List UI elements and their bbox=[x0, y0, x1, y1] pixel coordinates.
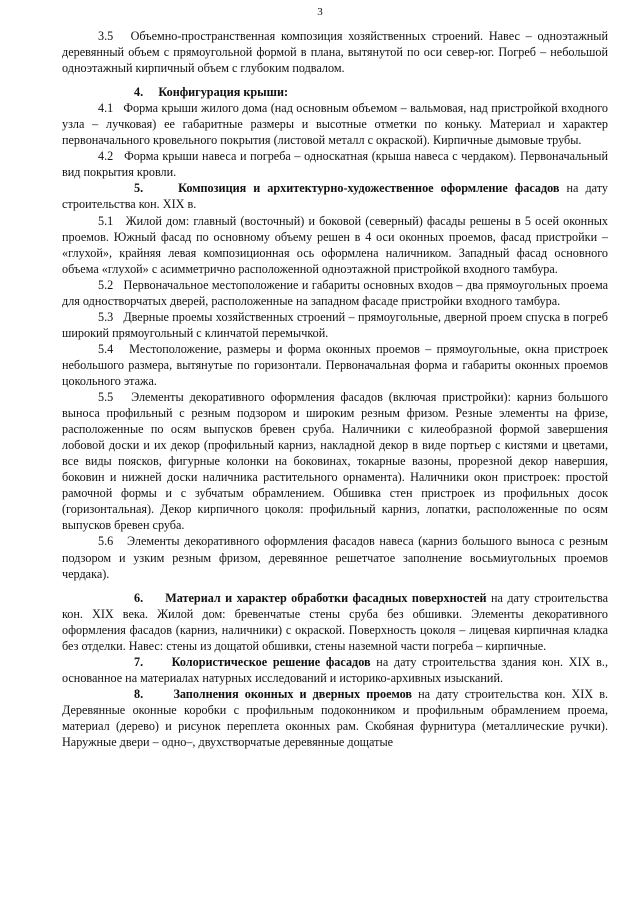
paragraph-number: 5.5 bbox=[98, 390, 114, 405]
paragraph-4-1 bbox=[62, 100, 608, 148]
section-text: на дату строительства кон. XIX в. bbox=[62, 181, 608, 212]
paragraph-number: 5.6 bbox=[98, 534, 114, 549]
section-heading-4 bbox=[62, 84, 608, 100]
paragraph-3-5 bbox=[62, 28, 608, 76]
paragraph-text: Объемно-пространственная композиция хозяйственных строений. Навес – одноэтажный деревянный объем с прямоугольной формой в плана, вытянутой по оси север-юг. Погреб – небольшой одноэтажный кирпичный объем с глубоким подвалом. bbox=[62, 29, 608, 76]
paragraph-text: Дверные проемы хозяйственных строений – прямоугольные, дверной проем спуска в погреб широкий прямоугольный с клинчатой перемычкой. bbox=[62, 309, 609, 340]
section-title: Заполнения оконных и дверных проемов bbox=[173, 686, 413, 701]
section-heading-7 bbox=[62, 654, 608, 686]
paragraph-number: 4.1 bbox=[98, 101, 114, 116]
paragraph-5-2 bbox=[62, 277, 608, 309]
section-number: 8. bbox=[134, 686, 144, 701]
paragraph-text: Элементы декоративного оформления фасадов (включая пристройки): карниз большого выноса профильный с резным подзором и широким резным фризом. Резные элементы на фризе, расположенные по осям выпусков бревен сруба. Наличники с килеобразной формой завершения лобовой доски и их декор (профильный карниз, накладной декор в виде портьер с кистями и цветами, все виды поясков, фигурные колонки на боковинах, токарные вазоны, прорезной декор навершия, боковин и нижней доски наличника растительного орнамента). Наличники окон пристроек: простой рамочной формы и с зубчатым обрамлением. Обшивка стен пристроек из профильных досок (горизонтальная). Декор кирпичного цоколя: профильный карниз, лопатки, расположенные по осям выпусков бревен сруба. bbox=[62, 390, 608, 533]
paragraph-4-2 bbox=[62, 148, 608, 180]
document-body bbox=[62, 28, 608, 750]
paragraph-number: 5.1 bbox=[98, 213, 114, 228]
section-number: 6. bbox=[134, 590, 144, 605]
paragraph-5-4 bbox=[62, 341, 608, 389]
paragraph-text: Жилой дом: главный (восточный) и боковой (северный) фасады решены в 5 осей оконных проемов. Южный фасад по основному объему решен в 4 оси оконных проемов, фасад пристройки – «глухой», крайняя левая композиционная ось оформлена наличником. Западный фасад основного объема «глухой» с асимметрично расположенной одноэтажной пристройкой входного тамбура. bbox=[62, 213, 608, 276]
paragraph-text: Местоположение, размеры и форма оконных проемов – прямоугольные, окна пристроек небольшого размера, вытянутые по горизонтали. Первоначальная форма и габариты оконных проемов цокольного этажа. bbox=[62, 341, 609, 388]
section-text: на дату строительства кон. XIX века. Жилой дом: бревенчатые стены сруба без обшивки. Элементы декоративного оформления фасадов (карниз, наличники) с окраской. Поверхность цоколя – лицевая кирпичная кладка без отделки. Навес: стены из дощатой обшивки, стены наземной части погреба – кирпичные. bbox=[62, 590, 609, 653]
section-title: Материал и характер обработки фасадных поверхностей bbox=[165, 590, 487, 605]
section-number: 7. bbox=[134, 654, 144, 669]
section-title: Колористическое решение фасадов bbox=[171, 654, 371, 669]
paragraph-number: 4.2 bbox=[98, 149, 114, 164]
paragraph-text: Первоначальное местоположение и габариты основных входов – два прямоугольных проема для одностворчатых дверей, расположенные на западном фасаде пристройки входного тамбура. bbox=[62, 277, 609, 308]
paragraph-text: Элементы декоративного оформления фасадов навеса (карниз большого выноса с резным подзором и узким резным фризом, деревянное решетчатое заполнение восьмиугольных проемов чердака). bbox=[62, 534, 609, 581]
section-title: Композиция и архитектурно-художественное оформление фасадов bbox=[178, 181, 560, 196]
section-heading-8 bbox=[62, 686, 608, 750]
section-number: 4. bbox=[134, 85, 144, 100]
paragraph-5-1 bbox=[62, 213, 608, 277]
paragraph-number: 3.5 bbox=[98, 29, 114, 43]
section-number: 5. bbox=[134, 181, 144, 196]
paragraph-5-5 bbox=[62, 389, 608, 533]
paragraph-5-3 bbox=[62, 309, 608, 341]
page-number: 3 bbox=[317, 6, 323, 18]
paragraph-text: Форма крыши навеса и погреба – односкатная (крыша навеса с чердаком). Первоначальный вид покрытия кровли. bbox=[62, 149, 608, 180]
section-title: Конфигурация крыши: bbox=[158, 85, 289, 100]
paragraph-number: 5.4 bbox=[98, 341, 114, 356]
section-heading-5 bbox=[62, 180, 608, 212]
paragraph-5-6 bbox=[62, 533, 608, 581]
section-text: на дату строительства кон. XIX в. Деревянные оконные коробки с профильным подоконником и профильным обрамлением проема, материал (дерево) и рисунок переплета оконных рам. Скобяная фурнитура (металлические ручки). Наружные двери – одно–, двухстворчатые деревянные дощатые bbox=[62, 686, 608, 750]
section-heading-6 bbox=[62, 590, 608, 654]
paragraph-number: 5.2 bbox=[98, 277, 114, 292]
paragraph-number: 5.3 bbox=[98, 309, 114, 324]
paragraph-text: Форма крыши жилого дома (над основным объемом – вальмовая, над пристройкой входного узла – лучковая) ее габаритные размеры и высотные отметки по коньку. Материал и характер первоначального кровельного покрытия (листовой металл с окраской). Кирпичные дымовые трубы. bbox=[62, 101, 609, 148]
section-text: на дату строительства здания кон. XIX в., основанное на материалах натурных исследований и историко-архивных изысканий. bbox=[62, 654, 608, 685]
